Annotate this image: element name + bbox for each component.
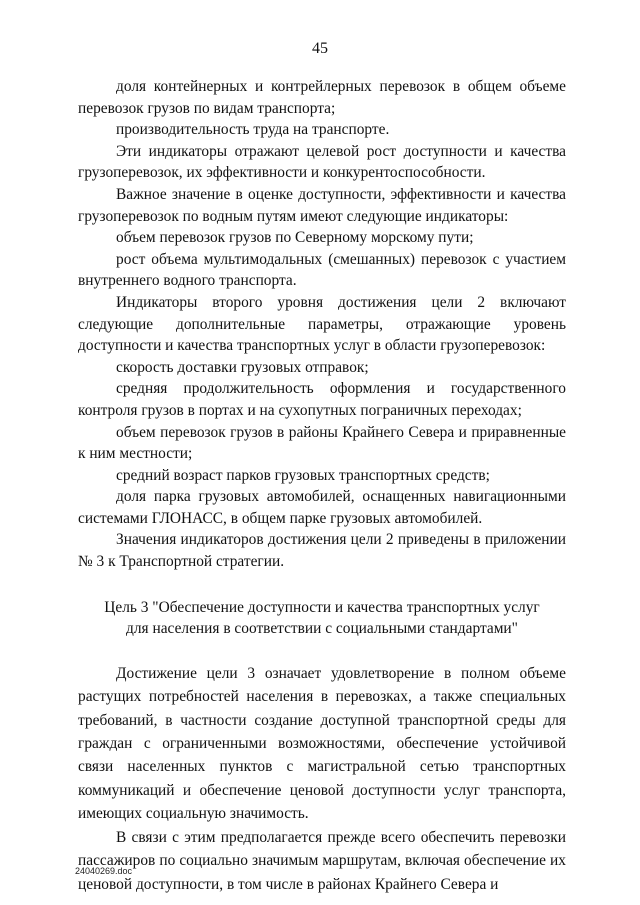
paragraph: доля парка грузовых автомобилей, оснащенных навигационными системами ГЛОНАСС, в общем парке грузовых автомобилей. xyxy=(78,488,566,527)
paragraph: объем перевозок грузов в районы Крайнего Севера и приравненные к ним местности; xyxy=(78,423,566,463)
paragraph: объем перевозок грузов по Северному морскому пути; xyxy=(116,229,474,247)
paragraph: Важное значение в оценке доступности, эффективности и качества грузоперевозок по водным путям имеют следующие индикаторы: xyxy=(78,185,566,225)
section-heading: Цель 3 "Обеспечение доступности и качества транспортных услуг для населения в соответствии с социальными стандартами" xyxy=(104,598,540,638)
paragraph: доля контейнерных и контрейлерных перевозок в общем объеме перевозок грузов по видам транспорта; xyxy=(78,78,566,117)
paragraph: средняя продолжительность оформления и государственного контроля грузов в портах и на сухопутных пограничных переходах; xyxy=(78,380,566,419)
document-body xyxy=(78,76,566,896)
paragraph: Эти индикаторы отражают целевой рост доступности и качества грузоперевозок, их эффективности и конкурентоспособности. xyxy=(78,142,566,182)
document-filename: 24040269.doc xyxy=(75,866,133,876)
paragraph: рост объема мультимодальных (смешанных) перевозок с участием внутреннего водного транспорта. xyxy=(78,250,566,290)
paragraph: Значения индикаторов достижения цели 2 приведены в приложении № 3 к Транспортной стратегии. xyxy=(78,531,566,571)
paragraph: Индикаторы второго уровня достижения цели 2 включают следующие дополнительные параметры, отражающие уровень доступности и качества транспортных услуг в области грузоперевозок: xyxy=(78,293,566,355)
paragraph: производительность труда на транспорте. xyxy=(116,121,390,139)
paragraph: Достижение цели 3 означает удовлетворение в полном объеме растущих потребностей населения в перевозках, а также специальных требований, в частности создание доступной транспортной среды для граждан с ограниченными возможностями, обеспечение устойчивой связи населенных пунктов с магистральной сетью транспортных коммуникаций и обеспечение ценовой доступности услуг транспорта, имеющих социальную значимость. xyxy=(78,664,566,823)
paragraph: В связи с этим предполагается прежде всего обеспечить перевозки пассажиров по социально значимым маршрутам, включая обеспечение их ценовой доступности, в том числе в районах Крайнего Севера и xyxy=(78,828,566,893)
paragraph: скорость доставки грузовых отправок; xyxy=(116,358,369,376)
paragraph: средний возраст парков грузовых транспортных средств; xyxy=(116,466,490,484)
page-number: 45 xyxy=(312,40,328,57)
